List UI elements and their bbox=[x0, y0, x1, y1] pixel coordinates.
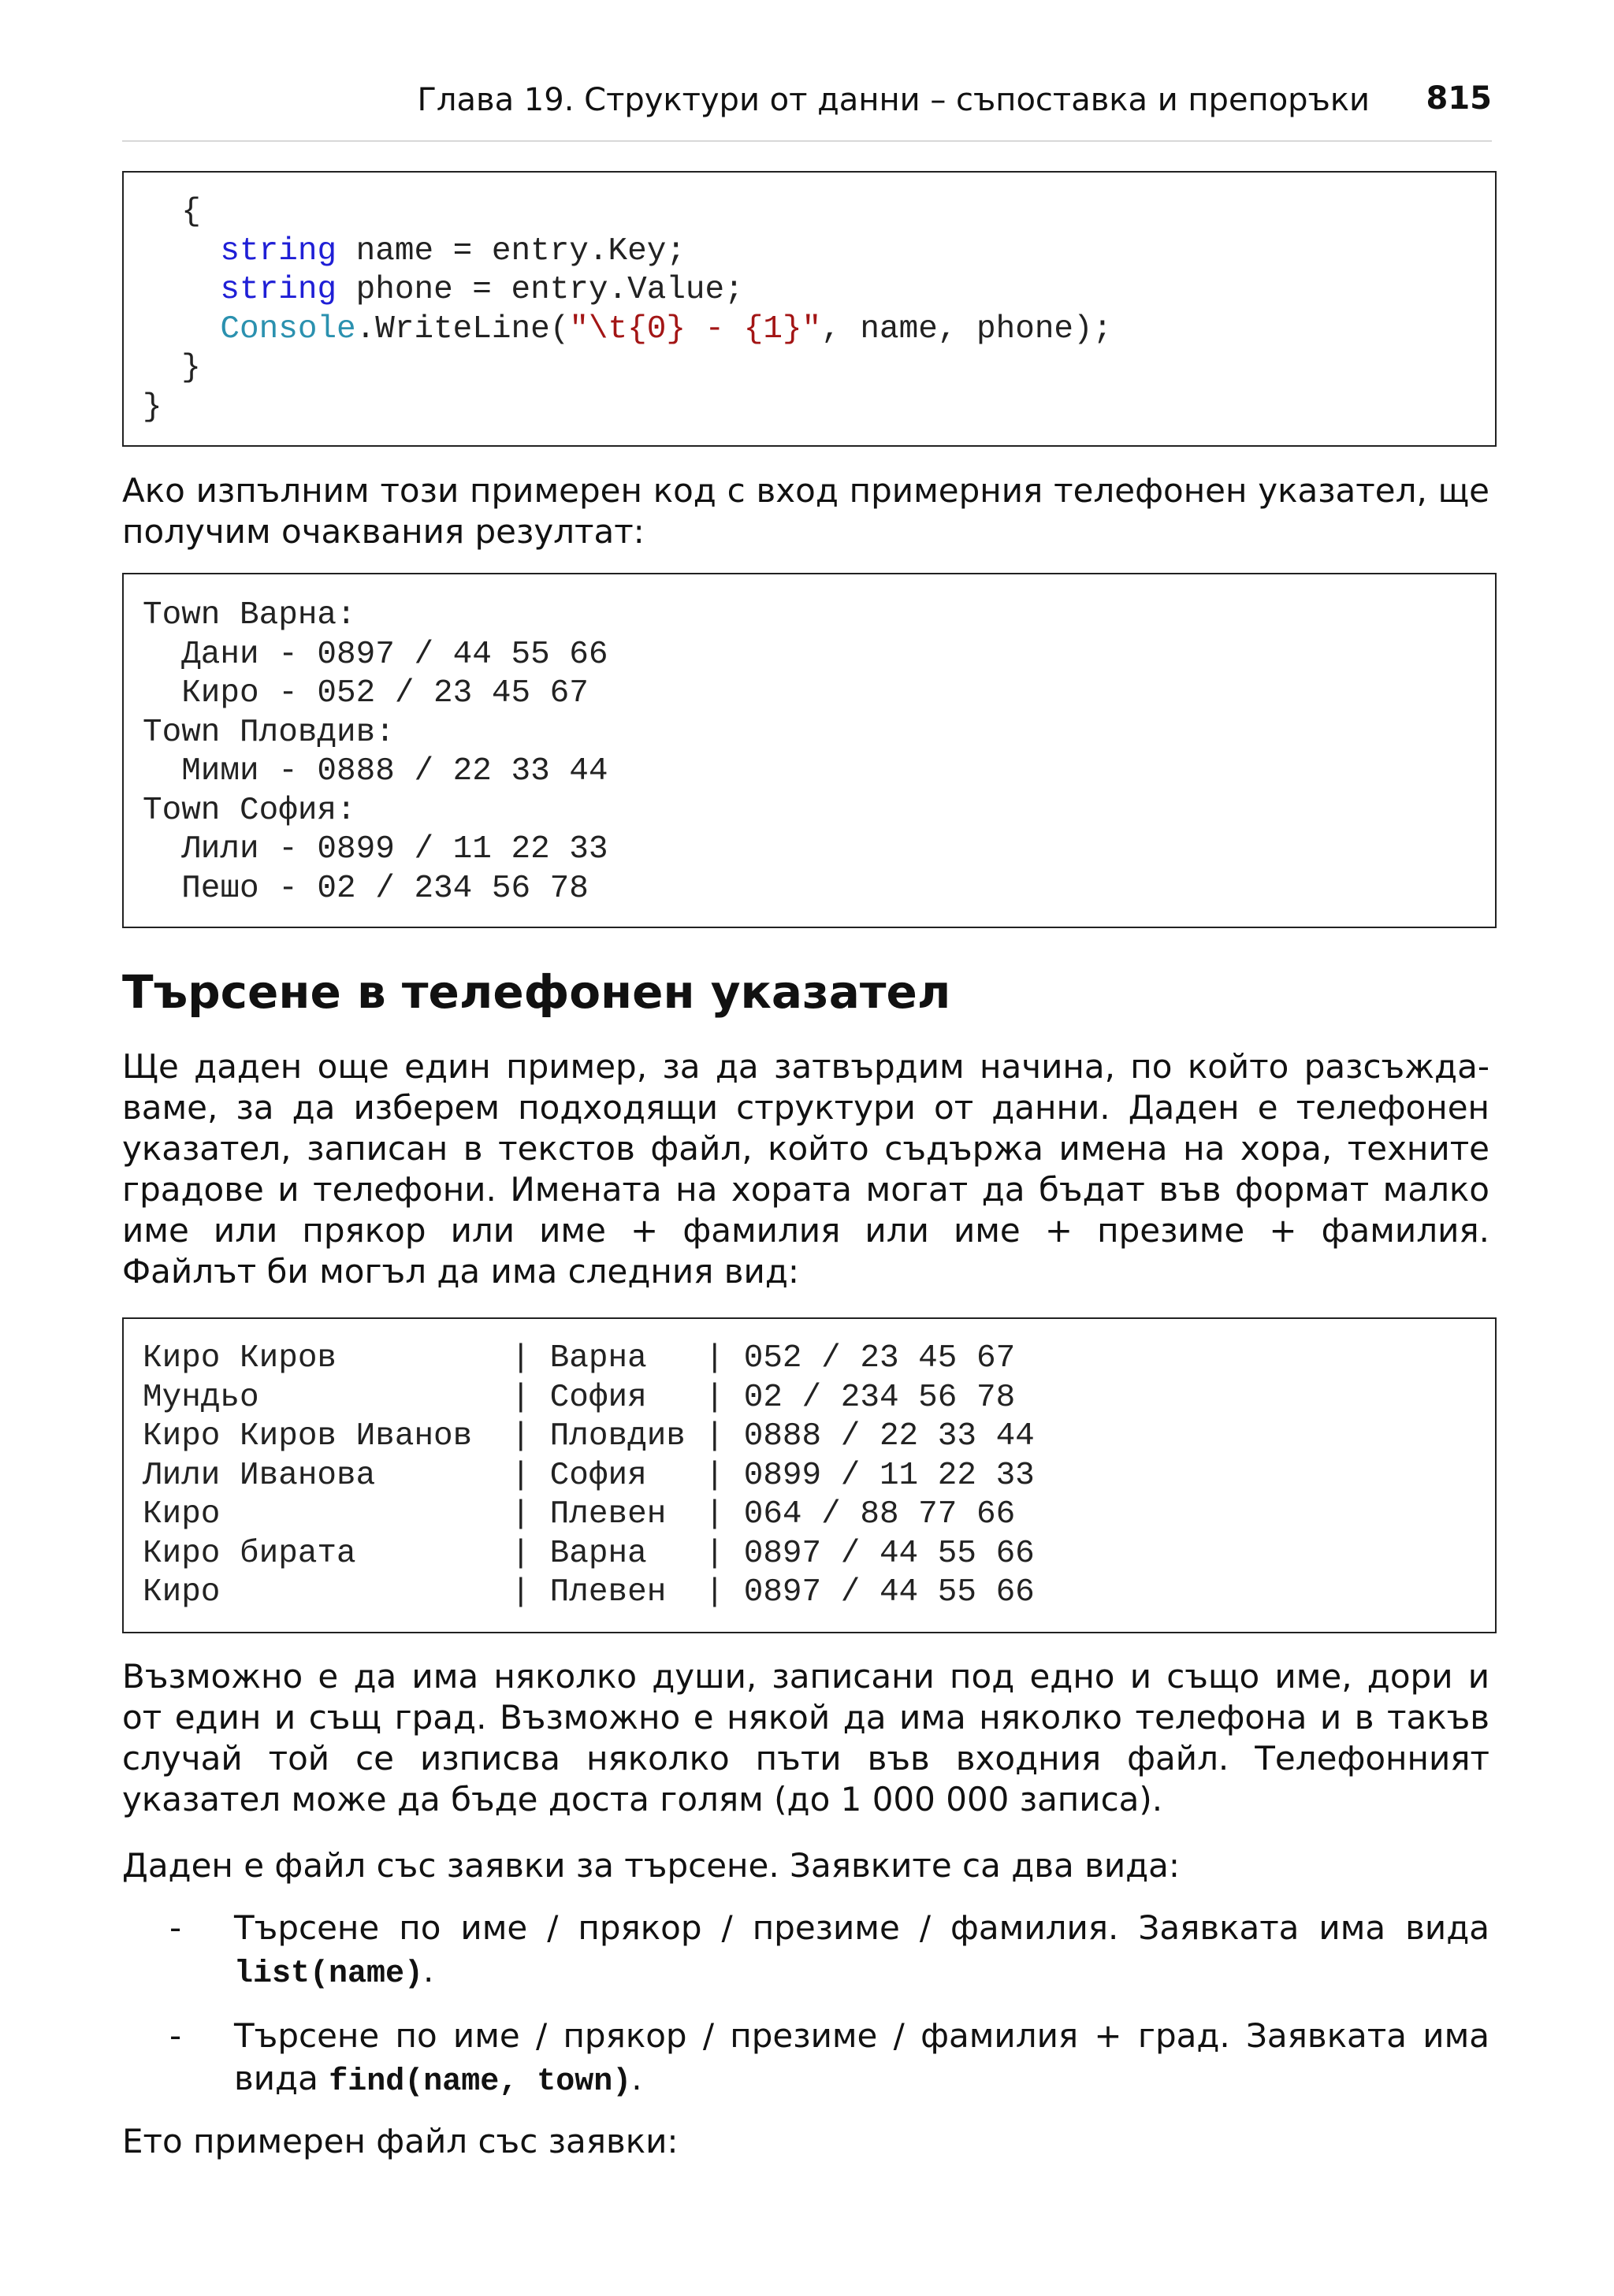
paragraph: Ето примерен файл със заявки: bbox=[122, 2122, 679, 2160]
text-line: ваме, за да изберем подходящи структури от данни. Даден е телефонен bbox=[122, 1088, 1489, 1127]
inline-code: list(name) bbox=[234, 1956, 424, 1992]
code-block-foreach bbox=[122, 171, 1497, 447]
text-line: указател, записан в текстов файл, който съдържа имена на хора, техните bbox=[122, 1129, 1489, 1168]
chapter-title: Глава 19. Структури от данни – съпоставка и препоръки bbox=[417, 82, 1370, 118]
phonebook-line: Киро | Плевен | 0897 / 44 55 66 bbox=[143, 1574, 1035, 1611]
output-line: Мими - 0888 / 22 33 44 bbox=[143, 753, 608, 789]
output-line: Town Пловдив: bbox=[143, 714, 395, 751]
text-line: Възможно е да има няколко души, записани под едно и също име, дори и bbox=[122, 1657, 1489, 1696]
output-line: Лили - 0899 / 11 22 33 bbox=[143, 831, 608, 868]
page-number: 815 bbox=[1426, 80, 1492, 117]
code-class: Console bbox=[220, 310, 356, 347]
code-keyword: string bbox=[220, 232, 337, 269]
code-block-output bbox=[122, 573, 1497, 928]
code-string: "\t{0} - {1}" bbox=[569, 310, 822, 347]
phonebook-line: Лили Иванова | София | 0899 / 11 22 33 bbox=[143, 1457, 1035, 1494]
text-line: градове и телефони. Имената на хората могат да бъдат във формат малко bbox=[122, 1170, 1489, 1209]
code-line: } bbox=[143, 388, 162, 425]
paragraph: Ако изпълним този примерен код с вход примерния телефонен указател, ще получим очаквания резултат: bbox=[122, 471, 1489, 551]
output-line: Town Варна: bbox=[143, 597, 356, 633]
inline-code: find(name, town) bbox=[329, 2064, 632, 2100]
list-item-text: Търсене по име / прякор / презиме / фамилия. Заявката има вида list(name). bbox=[234, 1908, 1489, 1992]
paragraph bbox=[122, 1656, 1489, 1820]
output-line: Пешо - 02 / 234 56 78 bbox=[143, 870, 589, 907]
bullet-dash: - bbox=[169, 1908, 182, 1947]
code-block-phonebook bbox=[122, 1317, 1497, 1633]
bullet-dash: - bbox=[169, 2016, 182, 2055]
page-header bbox=[122, 79, 1492, 142]
text-line: Ще даден още един пример, за да затвърдим начина, по който разсъжда- bbox=[122, 1047, 1489, 1086]
text-line: име или прякор или име + фамилия или име + презиме + фамилия. bbox=[122, 1211, 1489, 1250]
phonebook-line: Киро | Плевен | 064 / 88 77 66 bbox=[143, 1496, 1016, 1533]
code-line: string phone = entry.Value; bbox=[220, 272, 744, 308]
phonebook-line: Киро Киров Иванов | Пловдив | 0888 / 22 33 44 bbox=[143, 1418, 1035, 1455]
text-line: от един и същ град. Възможно е някой да има няколко телефона и в такъв bbox=[122, 1698, 1489, 1737]
text-line: указател може да бъде доста голям (до 1 000 000 записа). bbox=[122, 1780, 1163, 1819]
phonebook-line: Мундьо | София | 02 / 234 56 78 bbox=[143, 1379, 1016, 1416]
text-line: случай той се изписва няколко пъти във входния файл. Телефонният bbox=[122, 1739, 1489, 1778]
list-item bbox=[122, 1907, 1489, 1993]
code-line: } bbox=[181, 350, 201, 386]
list-item-text: Търсене по име / прякор / презиме / фамилия + град. Заявката има вида find(name, town). bbox=[234, 2016, 1489, 2100]
output-line: Дани - 0897 / 44 55 66 bbox=[143, 636, 608, 673]
paragraph bbox=[122, 1046, 1489, 1292]
list-item bbox=[122, 2015, 1489, 2101]
phonebook-line: Киро бирата | Варна | 0897 / 44 55 66 bbox=[143, 1535, 1035, 1572]
output-line: Town София: bbox=[143, 792, 356, 829]
code-line: { bbox=[181, 194, 201, 230]
phonebook-line: Киро Киров | Варна | 052 / 23 45 67 bbox=[143, 1340, 1016, 1376]
code-line: string name = entry.Key; bbox=[220, 232, 686, 269]
section-heading: Търсене в телефонен указател bbox=[122, 965, 951, 1019]
code-keyword: string bbox=[220, 272, 337, 308]
text-line: Файлът би могъл да има следния вид: bbox=[122, 1252, 800, 1291]
output-line: Киро - 052 / 23 45 67 bbox=[143, 675, 589, 711]
paragraph: Даден е файл със заявки за търсене. Заявките са два вида: bbox=[122, 1846, 1181, 1885]
code-line: Console.WriteLine("\t{0} - {1}", name, phone); bbox=[220, 310, 1113, 347]
